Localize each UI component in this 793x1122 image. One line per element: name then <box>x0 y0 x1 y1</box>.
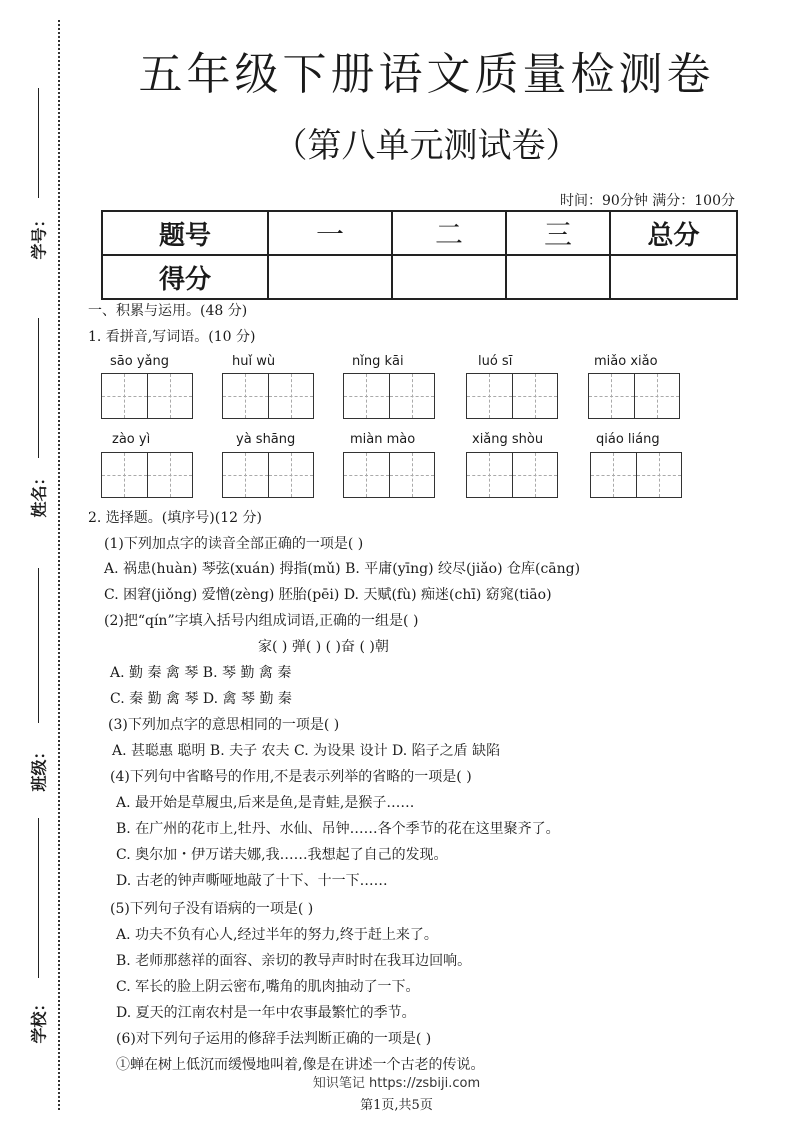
q2-line-10: (4)下列句中省略号的作用,不是表示列举的省略的一项是( ) <box>110 769 472 785</box>
q2-line-15: (5)下列句子没有语病的一项是( ) <box>110 901 314 917</box>
page-number: 第1页,共5页 <box>360 1098 433 1113</box>
score-table-part-3: 三 <box>506 211 610 255</box>
class-label: 班级： <box>29 743 49 792</box>
writing-grid-9[interactable] <box>466 452 558 498</box>
exam-title: 五年级下册语文质量检测卷 <box>138 49 715 100</box>
writing-grid-3[interactable] <box>343 373 435 419</box>
q2-line-18: C. 军长的脸上阴云密布,嘴角的肌肉抽动了一下。 <box>116 979 420 995</box>
name-line <box>38 318 39 458</box>
student-no-label: 学号： <box>29 211 49 260</box>
pinyin-10: qiáo liáng <box>596 432 660 447</box>
pinyin-9: xiǎng shòu <box>472 432 544 447</box>
q2-line-13: C. 奥尔加・伊万诺夫娜,我……我想起了自己的发现。 <box>116 847 448 863</box>
q2-line-7: C. 秦 勤 禽 琴 D. 禽 琴 勤 秦 <box>110 691 292 707</box>
q2-line-14: D. 古老的钟声嘶哑地敲了十下、十一下…… <box>116 873 388 889</box>
pinyin-2: huǐ wù <box>232 354 276 369</box>
score-table-header-row <box>102 211 737 255</box>
school-label: 学校： <box>29 995 49 1044</box>
pinyin-7: yà shāng <box>236 432 296 447</box>
q2-line-11: A. 最开始是草履虫,后来是鱼,是青蛙,是猴子…… <box>116 795 415 811</box>
pinyin-5: miǎo xiǎo <box>594 354 658 369</box>
section-1-heading: 一、积累与运用。(48 分) <box>88 303 248 319</box>
writing-grid-6[interactable] <box>101 452 193 498</box>
pinyin-1: sāo yǎng <box>110 354 169 369</box>
score-cell-total[interactable] <box>610 255 737 299</box>
writing-grid-5[interactable] <box>588 373 680 419</box>
q2-line-5: 家( ) 弹( ) ( )奋 ( )朝 <box>258 639 389 655</box>
pinyin-3: nǐng kāi <box>352 354 404 369</box>
score-cell-1[interactable] <box>268 255 392 299</box>
pinyin-8: miàn mào <box>350 432 416 447</box>
score-table <box>101 210 738 300</box>
q2-line-3: C. 困窘(jiǒng) 爱憎(zèng) 胚胎(pēi) D. 天赋(fù) 痴迷(chī) 窈窕(tiāo) <box>104 587 552 603</box>
score-cell-3[interactable] <box>506 255 610 299</box>
writing-grid-8[interactable] <box>343 452 435 498</box>
q2-line-4: (2)把“qín”字填入括号内组成词语,正确的一组是( ) <box>104 613 419 629</box>
q2-stem: 2. 选择题。(填序号)(12 分) <box>88 510 262 526</box>
q2-line-21: ①蝉在树上低沉而缓慢地叫着,像是在讲述一个古老的传说。 <box>116 1057 485 1073</box>
score-table-label-qno: 题号 <box>102 211 268 255</box>
time-score-info: 时间：90分钟 满分：100分 <box>560 193 735 209</box>
score-cell-2[interactable] <box>392 255 506 299</box>
exam-subtitle: （第八单元测试卷） <box>273 126 580 166</box>
q2-line-1: (1)下列加点字的读音全部正确的一项是( ) <box>104 536 364 552</box>
q2-line-16: A. 功夫不负有心人,经过半年的努力,终于赶上来了。 <box>116 927 438 943</box>
q2-line-12: B. 在广州的花市上,牡丹、水仙、吊钟……各个季节的花在这里聚齐了。 <box>116 821 560 837</box>
writing-grid-4[interactable] <box>466 373 558 419</box>
writing-grid-7[interactable] <box>222 452 314 498</box>
score-table-score-row <box>102 255 737 299</box>
school-line <box>38 818 39 978</box>
binding-fold-line <box>58 20 60 1110</box>
q2-line-19: D. 夏天的江南农村是一年中农事最繁忙的季节。 <box>116 1005 416 1021</box>
pinyin-4: luó sī <box>478 354 513 369</box>
class-line <box>38 568 39 723</box>
watermark-text: 知识笔记 https://zsbiji.com <box>312 1076 481 1091</box>
writing-grid-1[interactable] <box>101 373 193 419</box>
q2-line-8: (3)下列加点字的意思相同的一项是( ) <box>108 717 340 733</box>
q2-line-6: A. 勤 秦 禽 琴 B. 琴 勤 禽 秦 <box>110 665 292 681</box>
score-table-part-2: 二 <box>392 211 506 255</box>
writing-grid-2[interactable] <box>222 373 314 419</box>
score-table-label-score: 得分 <box>102 255 268 299</box>
q2-line-9: A. 甚聪惠 聪明 B. 夫子 农夫 C. 为设果 设计 D. 陷子之盾 缺陷 <box>112 743 501 759</box>
q2-line-2: A. 祸患(huàn) 琴弦(xuán) 拇指(mǔ) B. 平庸(yīng) 绞尽(jiǎo) 仓库(cāng) <box>104 561 581 577</box>
q2-line-17: B. 老师那慈祥的面容、亲切的教导声时时在我耳边回响。 <box>116 953 472 969</box>
score-table-total: 总分 <box>610 211 737 255</box>
q2-line-20: (6)对下列句子运用的修辞手法判断正确的一项是( ) <box>116 1031 432 1047</box>
score-table-part-1: 一 <box>268 211 392 255</box>
pinyin-6: zào yì <box>112 432 151 447</box>
writing-grid-10[interactable] <box>590 452 682 498</box>
name-label: 姓名： <box>29 469 49 518</box>
q1-stem: 1. 看拼音,写词语。(10 分) <box>88 329 256 345</box>
